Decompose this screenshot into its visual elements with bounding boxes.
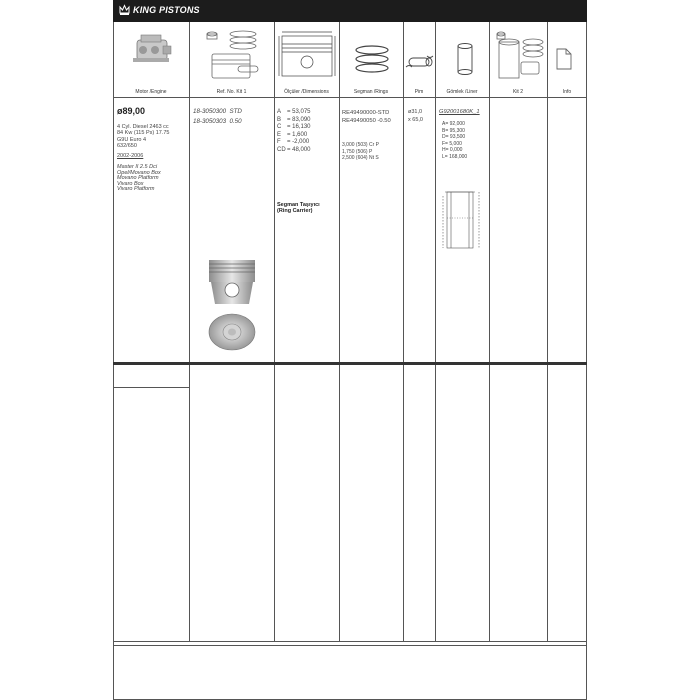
brand-logo <box>119 4 200 16</box>
header-engine: Motor /Engine <box>135 89 167 95</box>
ref-size-1: STD <box>229 108 242 115</box>
engine-app-4: Vivaro Box <box>117 180 144 187</box>
ring-spec-3: 2,500 (604) Nt S <box>342 155 379 161</box>
liner-spec-b: B= 95,300 <box>442 127 465 134</box>
ref-row-1[interactable] <box>193 109 242 115</box>
engine-line3: G9U Euro 4 <box>117 136 147 143</box>
catalog-sheet <box>113 0 587 700</box>
header-info: Info <box>562 89 572 95</box>
liner-icon <box>453 40 477 80</box>
header-pin: Pim <box>414 89 424 95</box>
col-sep-1 <box>189 22 190 642</box>
dim-b: B = 83,090 <box>277 116 311 123</box>
col-sep-7 <box>547 22 548 642</box>
engine-app-3: Movano Platform <box>117 175 159 181</box>
engine-app-5: Vivaro Platform <box>117 186 155 192</box>
liner-spec-h: H= 0,000 <box>442 147 463 154</box>
pin-icon <box>405 52 435 74</box>
piston-kit-icon <box>198 28 268 84</box>
liner-spec-l: L= 168,000 <box>442 153 468 160</box>
header-rings: Segman /Rings <box>353 89 389 95</box>
engine-line2: 84 Kw (115 Ps) 17.75 <box>117 130 170 137</box>
dim-cd: CD= 48,000 <box>277 146 311 153</box>
ring-code-2: RE49490050 -0.50 <box>342 118 391 124</box>
brand-name: KING PISTONS <box>133 5 200 15</box>
liner-specs <box>442 121 467 161</box>
ring-spec-1: 3,000 (503) Cr P <box>342 142 379 148</box>
dim-a: A = 53,075 <box>277 109 311 115</box>
pin-size <box>408 109 423 124</box>
col-sep-5 <box>435 22 436 642</box>
liner-spec-d: D= 93,500 <box>442 134 466 141</box>
piston-side-photo <box>205 258 259 308</box>
frame-right <box>586 22 587 700</box>
ref-code-1: 18-3050300 <box>193 108 227 115</box>
footer-divider <box>113 645 587 646</box>
engine-icon <box>131 30 173 70</box>
liner-spec-f: F= 5,000 <box>442 140 462 147</box>
col-sep-4 <box>403 22 404 642</box>
liner-drawing <box>441 188 487 252</box>
dim-c: C = 16,130 <box>277 124 311 131</box>
header-kit2: Kit 2 <box>512 89 523 95</box>
piston-dimension-drawing-icon <box>276 28 338 84</box>
ring-spec-2: 1,750 (506) P <box>342 148 373 155</box>
piston-top-photo <box>207 312 257 352</box>
ring-carrier-line1: Segman Taşıyıcı <box>277 202 320 208</box>
engine-years: 2002-2006 <box>117 153 144 159</box>
col-sep-2 <box>274 22 275 642</box>
ref-size-2: 0.50 <box>229 118 242 125</box>
header-dimensions: Ölçüler /Dimensions <box>284 89 329 95</box>
pin-diameter: ø31,0 <box>408 109 423 115</box>
dimensions-list <box>277 109 311 155</box>
engine-subdivider <box>113 387 190 388</box>
crown-icon <box>119 4 130 16</box>
header-ref: Ref. No. Kit 1 <box>216 89 247 95</box>
header-divider <box>113 97 587 98</box>
row-divider <box>113 362 587 365</box>
engine-app-1: Master II 2.5 Dci <box>117 164 158 170</box>
ref-code-2: 18-3050303 <box>193 118 227 125</box>
footer-divider-top <box>113 641 587 642</box>
col-sep-6 <box>489 22 490 642</box>
ring-codes[interactable] <box>342 109 391 125</box>
ring-specs <box>342 142 379 162</box>
ref-row-2[interactable] <box>193 119 242 125</box>
brand-bar <box>113 0 587 22</box>
liner-spec-a: A= 92,000 <box>442 121 465 127</box>
rings-icon <box>351 42 393 78</box>
frame-left <box>113 22 114 700</box>
info-document-icon[interactable] <box>556 48 572 70</box>
ring-code-1: RE49490000-STD <box>342 110 390 116</box>
engine-line1: 4 Cyl. Diesel 2463 cc <box>117 124 169 130</box>
dim-f: F = -2,000 <box>277 139 310 146</box>
engine-line4: 632/650 <box>117 143 137 150</box>
header-liner: Gömlek /Liner <box>446 89 478 95</box>
ring-carrier-label <box>277 202 320 215</box>
engine-app-2: Opel/Movano Box <box>117 169 161 176</box>
engine-bore: ø89,00 <box>117 106 146 116</box>
liner-code[interactable]: G92001680K_1 <box>439 109 480 115</box>
pin-length: x 65,0 <box>408 116 423 123</box>
ring-carrier-line2: (Ring Carrier) <box>277 208 313 215</box>
dim-e: E = 1,600 <box>277 131 308 138</box>
col-sep-3 <box>339 22 340 642</box>
kit2-icon <box>491 28 547 84</box>
